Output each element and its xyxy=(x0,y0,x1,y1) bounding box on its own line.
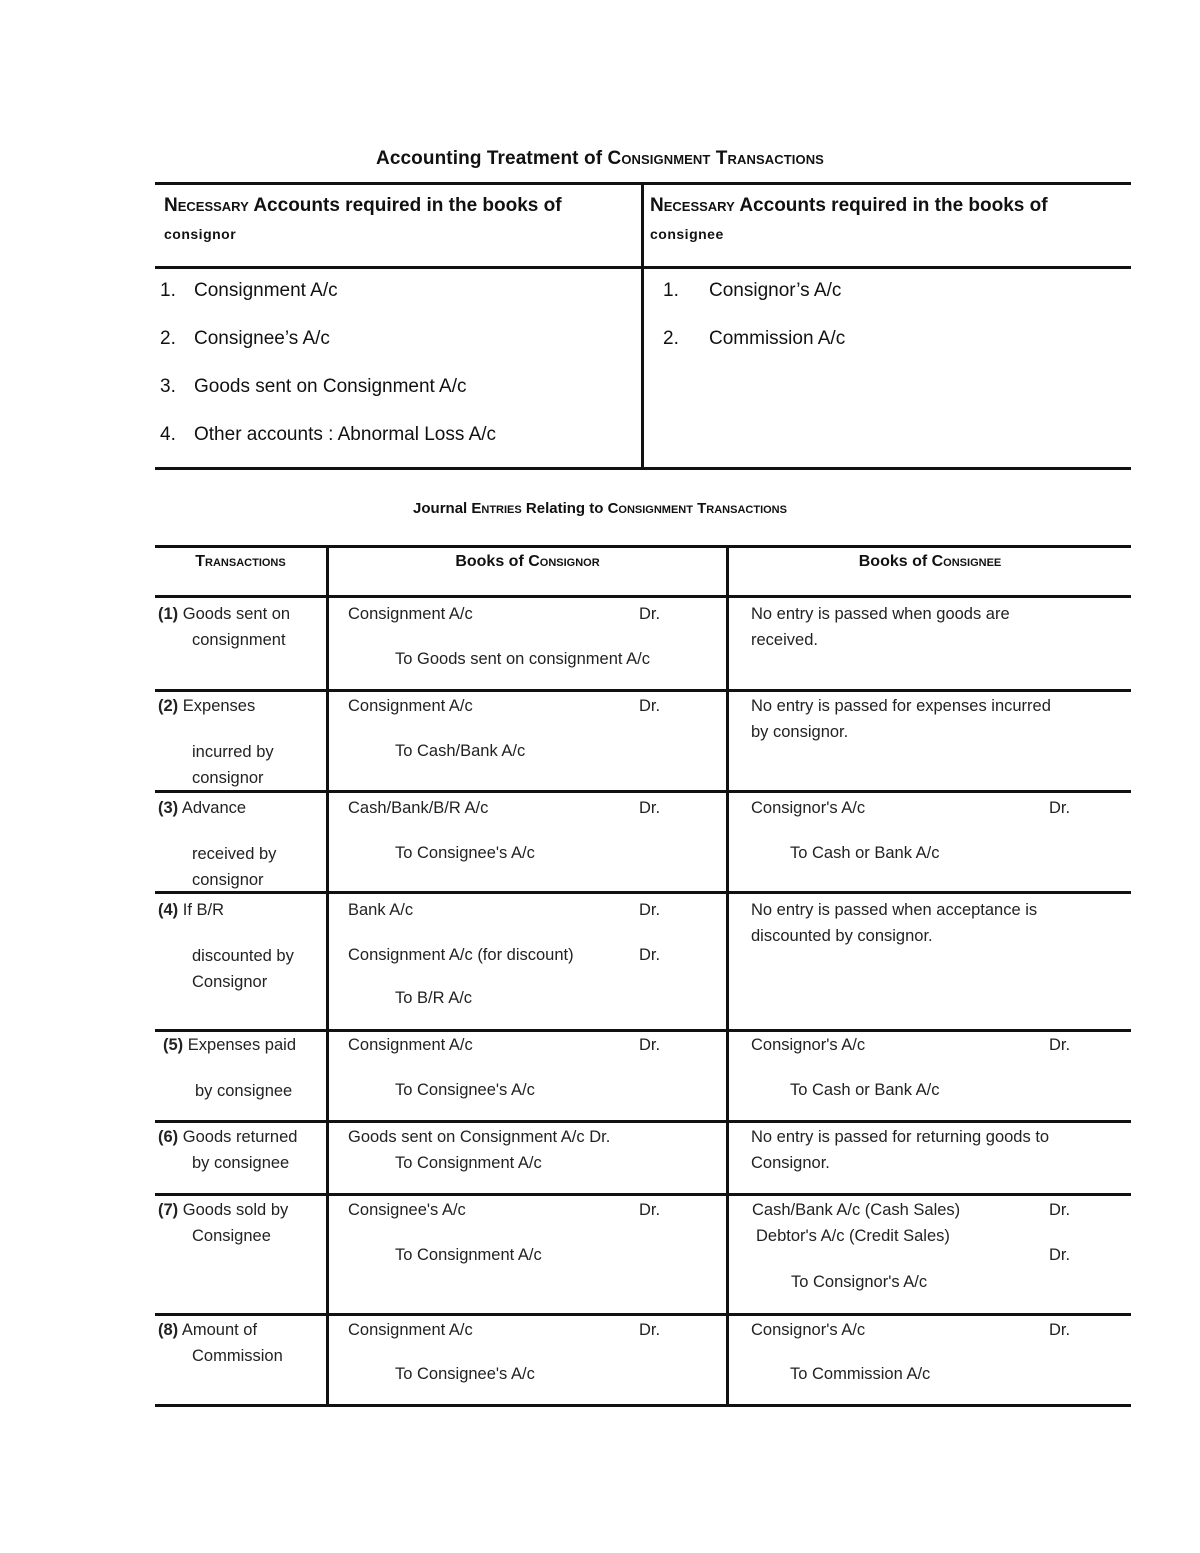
consignee-accounts-list xyxy=(663,279,845,375)
table-row-transaction: (5) Expenses paid by consignee xyxy=(163,1036,297,1100)
list-item: 3. Goods sent on Consignment A/c xyxy=(160,376,467,397)
table-rule xyxy=(155,1404,1131,1407)
table-row-transaction: (2) Expenses incurred by consignor xyxy=(158,697,274,787)
dr-label: Dr. xyxy=(639,1036,661,1054)
consignee-debit: Consignor's A/c xyxy=(751,1321,866,1339)
consignor-debit-2: Consignment A/c (for discount) xyxy=(348,946,574,964)
journal-entries-table xyxy=(155,545,1131,1407)
dr-label: Dr. xyxy=(1049,1036,1071,1054)
consignor-accounts-list xyxy=(160,279,496,471)
consignor-debit: Bank A/c xyxy=(348,901,414,919)
consignee-debit: Consignor's A/c xyxy=(751,799,866,817)
consignee-credit: To Cash or Bank A/c xyxy=(790,844,940,862)
table-row-transaction: (1) Goods sent on consignment xyxy=(158,605,291,649)
consignor-credit: To Consignee's A/c xyxy=(395,1365,535,1383)
consignee-credit: To Consignor's A/c xyxy=(791,1273,928,1291)
column-divider xyxy=(726,545,729,1407)
consignor-credit: To Consignee's A/c xyxy=(395,1081,535,1099)
consignee-debit-2: Debtor's A/c (Credit Sales) xyxy=(756,1227,950,1245)
consignor-debit: Consignment A/c xyxy=(348,605,473,623)
consignee-credit: To Cash or Bank A/c xyxy=(790,1081,940,1099)
dr-label: Dr. xyxy=(1049,1201,1071,1219)
table-rule xyxy=(155,1193,1131,1196)
column-divider xyxy=(641,182,644,470)
consignee-accounts-header: Necessary Accounts required in the books of consignee xyxy=(650,195,1048,242)
dr-label: Dr. xyxy=(639,799,661,817)
dr-label: Dr. xyxy=(639,1201,661,1219)
dr-label: Dr. xyxy=(1049,1246,1071,1264)
table-row-transaction: (8) Amount of Commission xyxy=(158,1321,283,1365)
consignee-credit: To Commission A/c xyxy=(790,1365,931,1383)
list-item: 1. Consignment A/c xyxy=(160,280,338,301)
column-divider xyxy=(326,545,329,1407)
consignor-debit: Cash/Bank/B/R A/c xyxy=(348,799,489,817)
consignor-credit: To Consignment A/c xyxy=(395,1246,542,1264)
consignor-credit: To Cash/Bank A/c xyxy=(395,742,526,760)
consignee-debit: Cash/Bank A/c (Cash Sales) xyxy=(752,1201,961,1219)
table-row-transaction: (4) If B/R discounted by Consignor xyxy=(158,901,294,991)
consignee-books-header: Books of Consignee xyxy=(858,553,1002,570)
necessary-accounts-table xyxy=(155,182,1131,470)
page-title: Accounting Treatment of Consignment Transactions xyxy=(376,148,824,169)
table-rule xyxy=(155,1120,1131,1123)
dr-label: Dr. xyxy=(639,901,661,919)
table-rule xyxy=(155,790,1131,793)
consignor-accounts-header: Necessary Accounts required in the books of consignor xyxy=(164,195,562,242)
table-row-transaction: (3) Advance received by consignor xyxy=(158,799,277,889)
table-rule xyxy=(155,545,1131,548)
consignor-debit: Consignment A/c xyxy=(348,697,473,715)
list-item: 2. Consignee’s A/c xyxy=(160,328,330,349)
consignee-entry: No entry is passed for returning goods to Consignor. xyxy=(751,1128,1050,1172)
dr-label: Dr. xyxy=(639,697,661,715)
table-rule xyxy=(155,595,1131,598)
consignee-entry: No entry is passed when goods are received. xyxy=(751,605,1010,649)
consignor-credit: To Consignee's A/c xyxy=(395,844,535,862)
consignor-credit: To Consignment A/c xyxy=(395,1154,542,1172)
dr-label: Dr. xyxy=(639,946,661,964)
transactions-header: Transactions xyxy=(195,553,286,570)
consignor-debit: Consignment A/c xyxy=(348,1321,473,1339)
list-item: 4. Other accounts : Abnormal Loss A/c xyxy=(160,424,497,445)
consignee-debit: Consignor's A/c xyxy=(751,1036,866,1054)
table-rule xyxy=(155,1313,1131,1316)
dr-label: Dr. xyxy=(1049,1321,1071,1339)
consignor-books-header: Books of Consignor xyxy=(455,553,600,570)
consignor-credit: To B/R A/c xyxy=(395,989,473,1007)
dr-label: Dr. xyxy=(639,605,661,623)
table-rule xyxy=(155,689,1131,692)
list-item: 1. Consignor’s A/c xyxy=(663,280,842,301)
consignor-debit: Consignee's A/c xyxy=(348,1201,466,1219)
consignor-debit: Consignment A/c xyxy=(348,1036,473,1054)
consignor-debit: Goods sent on Consignment A/c Dr. xyxy=(348,1128,611,1146)
table-row-transaction: (6) Goods returned by consignee xyxy=(158,1128,298,1172)
table-row-transaction: (7) Goods sold by Consignee xyxy=(158,1201,289,1245)
consignor-credit: To Goods sent on consignment A/c xyxy=(395,650,650,668)
consignee-entry: No entry is passed when acceptance is discounted by consignor. xyxy=(751,901,1038,945)
dr-label: Dr. xyxy=(1049,799,1071,817)
section-title: Journal Entries Relating to Consignment Transactions xyxy=(413,500,787,517)
list-item: 2. Commission A/c xyxy=(663,328,846,349)
table-rule xyxy=(155,891,1131,894)
dr-label: Dr. xyxy=(639,1321,661,1339)
consignee-entry: No entry is passed for expenses incurred by consignor. xyxy=(751,697,1051,741)
